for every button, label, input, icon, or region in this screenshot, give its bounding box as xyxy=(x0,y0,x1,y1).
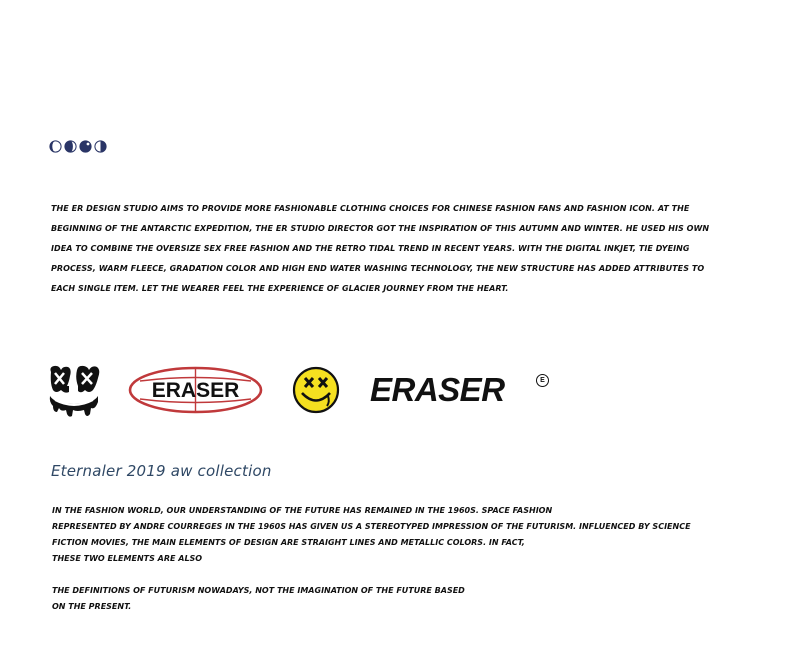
collection-paragraph-1 xyxy=(52,503,732,567)
wordmark-text: ERASER xyxy=(370,371,505,408)
eraser-wordmark-logo xyxy=(370,370,545,410)
smiley-face-icon xyxy=(292,366,340,414)
collection-paragraph-2 xyxy=(52,583,732,615)
intro-line: WARM FLEECE, GRADATION COLOR AND HIGH END WATER WASHING TECHNOLOGY, THE NEW STRUCTURE HAS ADDED ATTRIBUTES TO EACH SINGLE xyxy=(51,264,705,293)
oval-logo-text: ERASER xyxy=(151,379,240,402)
intro-line: THE ER DESIGN STUDIO AIMS TO PROVIDE MORE FASHIONABLE CLOTHING CHOICES FOR CHINESE FASHION FANS AND FASHION ICON. AT THE xyxy=(51,204,690,213)
wordmark-badge: E xyxy=(536,374,549,387)
paragraph-line: REPRESENTED BY ANDRE COURREGES IN THE 1960S HAS GIVEN US A STEREOTYPED IMPRESSION OF THE FUTURISM. INFLUENCED BY SCIENCE xyxy=(52,522,691,531)
gibbous-moon-icon xyxy=(64,140,77,153)
full-moon-icon xyxy=(79,140,92,153)
intro-line: BEGINNING OF THE ANTARCTIC EXPEDITION, THE ER STUDIO DIRECTOR GOT THE INSPIRATION OF THIS AUTUMN AND WINTER. HE USED HIS OWN IDEA xyxy=(51,224,710,253)
half-moon-icon xyxy=(94,140,107,153)
collection-title: Eternaler 2019 aw collection xyxy=(51,462,272,480)
paragraph-line: IN THE FASHION WORLD, OUR UNDERSTANDING OF THE FUTURE HAS REMAINED IN THE 1960S. SPACE FASHION xyxy=(52,506,553,515)
logos-row xyxy=(0,360,790,420)
moon-phase-icons xyxy=(49,140,107,153)
intro-line: TO COMBINE THE OVERSIZE SEX FREE FASHION AND THE RETRO TIDAL TREND IN RECENT YEARS. WITH THE DIGITAL INKJET, TIE DYEING PROCESS, xyxy=(51,244,690,273)
intro-line: ITEM. LET THE WEARER FEEL THE EXPERIENCE OF GLACIER JOURNEY FROM THE HEART. xyxy=(113,284,509,293)
crescent-moon-icon xyxy=(49,140,62,153)
paragraph-line: FICTION MOVIES, THE MAIN ELEMENTS OF DESIGN ARE STRAIGHT LINES AND METALLIC COLORS. IN FACT, xyxy=(52,538,525,547)
paragraph-line: THESE TWO ELEMENTS ARE ALSO xyxy=(52,554,203,563)
drip-face-logo-icon xyxy=(47,364,101,418)
intro-paragraph xyxy=(51,199,731,299)
paragraph-line: THE DEFINITIONS OF FUTURISM NOWADAYS, NOT THE IMAGINATION OF THE FUTURE BASED xyxy=(52,586,465,595)
paragraph-line: ON THE PRESENT. xyxy=(52,602,132,611)
eraser-oval-logo xyxy=(128,366,263,414)
